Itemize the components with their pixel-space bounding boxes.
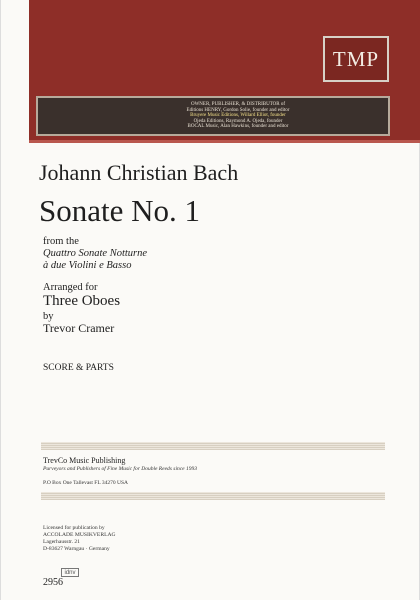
license-line: ACCOLADE MUSIKVERLAG bbox=[43, 532, 116, 538]
publisher-logo-box bbox=[323, 36, 389, 82]
from-label: from the bbox=[43, 236, 79, 247]
distributor-mark: idnv bbox=[61, 568, 79, 577]
license-line: D-83627 Warngau · Germany bbox=[43, 546, 110, 552]
instrumentation: Three Oboes bbox=[43, 293, 121, 309]
arranger-name: Trevor Cramer bbox=[43, 321, 115, 335]
source-work-line-2: à due Violini e Basso bbox=[43, 260, 132, 271]
edition-contents: SCORE & PARTS bbox=[43, 363, 114, 373]
publisher-name: TrevCo Music Publishing bbox=[43, 456, 126, 465]
work-title: Sonate No. 1 bbox=[39, 193, 201, 228]
license-line: Lagerhausstr. 21 bbox=[43, 539, 80, 545]
source-work-line-1: Quattro Sonate Notturne bbox=[43, 248, 148, 259]
distributor-info-box bbox=[36, 96, 390, 136]
catalog-number: 2956 bbox=[43, 577, 63, 588]
divider-rule bbox=[41, 442, 385, 450]
distributor-line: OWNER, PUBLISHER, & DISTRIBUTOR of bbox=[190, 102, 286, 108]
publisher-address: P.O Box One Tallevast FL 34270 USA bbox=[43, 480, 129, 486]
publisher-logo-text: TMP bbox=[332, 46, 380, 71]
arranged-label: Arranged for bbox=[43, 282, 98, 293]
divider-rule bbox=[41, 492, 385, 500]
distributor-line: Bruyere Music Editions, Willard Elliot, founder bbox=[190, 113, 286, 119]
distributor-line: Ojeda Editions, Raymond A. Ojeda, founder bbox=[193, 118, 283, 124]
composer-name: Johann Christian Bach bbox=[39, 160, 239, 185]
distributor-line: Editions HENRY, Gordon Solie, founder and editor bbox=[186, 107, 290, 113]
distributor-line: BOCAL Music, Alan Hawkins, founder and editor bbox=[187, 124, 289, 130]
by-label: by bbox=[43, 311, 54, 322]
publisher-tagline: Purveyors and Publishers of Fine Music for Double Reeds since 1993 bbox=[43, 466, 197, 472]
license-line: Licensed for publication by bbox=[43, 525, 105, 531]
header-band-edge bbox=[29, 140, 420, 143]
